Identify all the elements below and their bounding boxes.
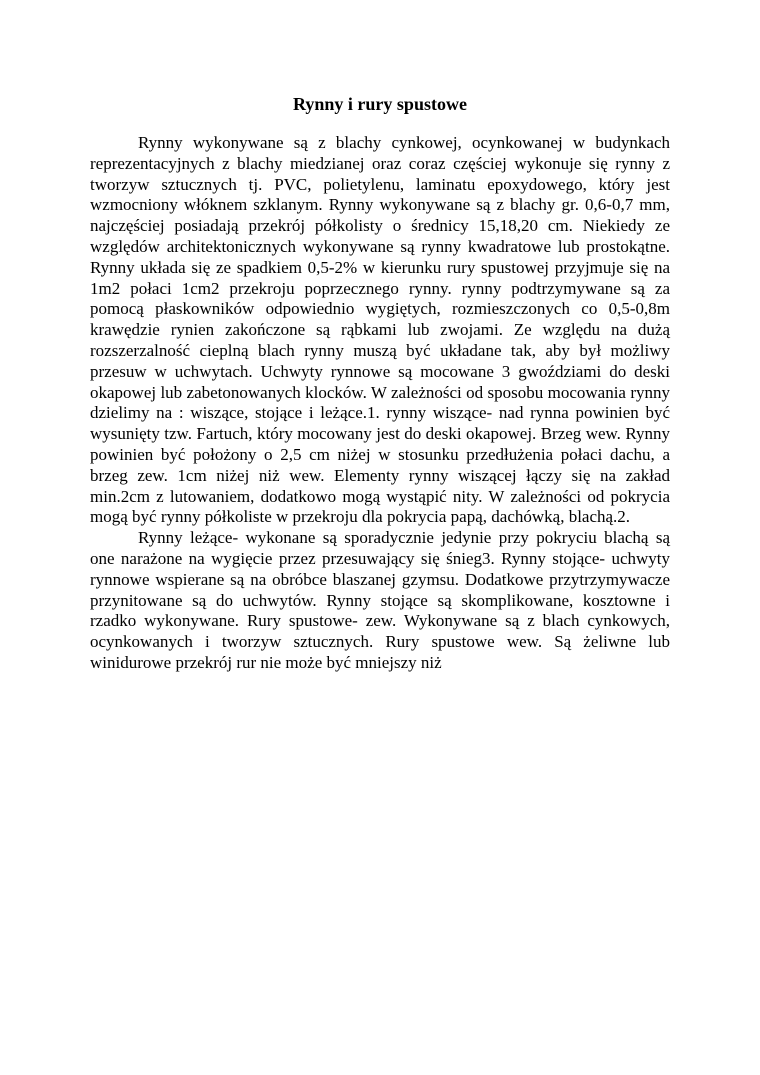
document-body (90, 133, 670, 674)
paragraph: Rynny leżące- wykonane są sporadycznie jedynie przy pokryciu blachą są one narażone na wygięcie przez przesuwający się śnieg3. Rynny stojące- uchwyty rynnowe wspierane są na obróbce blaszanej gzymsu. Dodatkowe przytrzymywacze przynitowane są do uchwytów. Rynny stojące są skomplikowane, kosztowne i rzadko wykonywane. Rury spustowe- zew. Wykonywane są z blach cynkowych, ocynkowanych i tworzyw sztucznych. Rury spustowe wew. Są żeliwne lub winidurowe przekrój rur nie może być mniejszy niż (90, 528, 670, 672)
paragraph: Rynny wykonywane są z blachy cynkowej, ocynkowanej w budynkach reprezentacyjnych z blachy miedzianej oraz coraz częściej wykonuje się rynny z tworzyw sztucznych tj. PVC, polietylenu, laminatu epoxydowego, który jest wzmocniony włóknem szklanym. Rynny wykonywane są z blachy gr. 0,6-0,7 mm, najczęściej posiadają przekrój półkolisty o średnicy 15,18,20 cm. Niekiedy ze względów architektonicznych wykonywane są rynny kwadratowe lub prostokątne. Rynny układa się ze spadkiem 0,5-2% w kierunku rury spustowej przyjmuje się na 1m2 połaci 1cm2 przekroju poprzecznego rynny. rynny podtrzymywane są za pomocą płaskowników odpowiednio wygiętych, rozmieszczonych co 0,5-0,8m krawędzie rynien zakończone są rąbkami lub zwojami. Ze względu na dużą rozszerzalność cieplną blach rynny muszą być układane tak, aby był możliwy przesuw w uchwytach. Uchwyty rynnowe są mocowane 3 gwoździami do deski okapowej lub zabetonowanych klocków. W zależności od sposobu mocowania rynny dzielimy na : wiszące, stojące i leżące.1. rynny wiszące- nad rynna powinien być wysunięty tzw. Fartuch, który mocowany jest do deski okapowej. Brzeg wew. Rynny powinien być położony o 2,5 cm niżej w stosunku przedłużenia połaci dachu, a brzeg zew. 1cm niżej niż wew. Elementy rynny wiszącej łączy się na zakład min.2cm z lutowaniem, dodatkowo mogą wystąpić nity. W zależności od pokrycia mogą być rynny półkoliste w przekroju dla pokrycia papą, dachówką, blachą.2. (90, 133, 670, 527)
document-title: Rynny i rury spustowe (293, 94, 467, 114)
